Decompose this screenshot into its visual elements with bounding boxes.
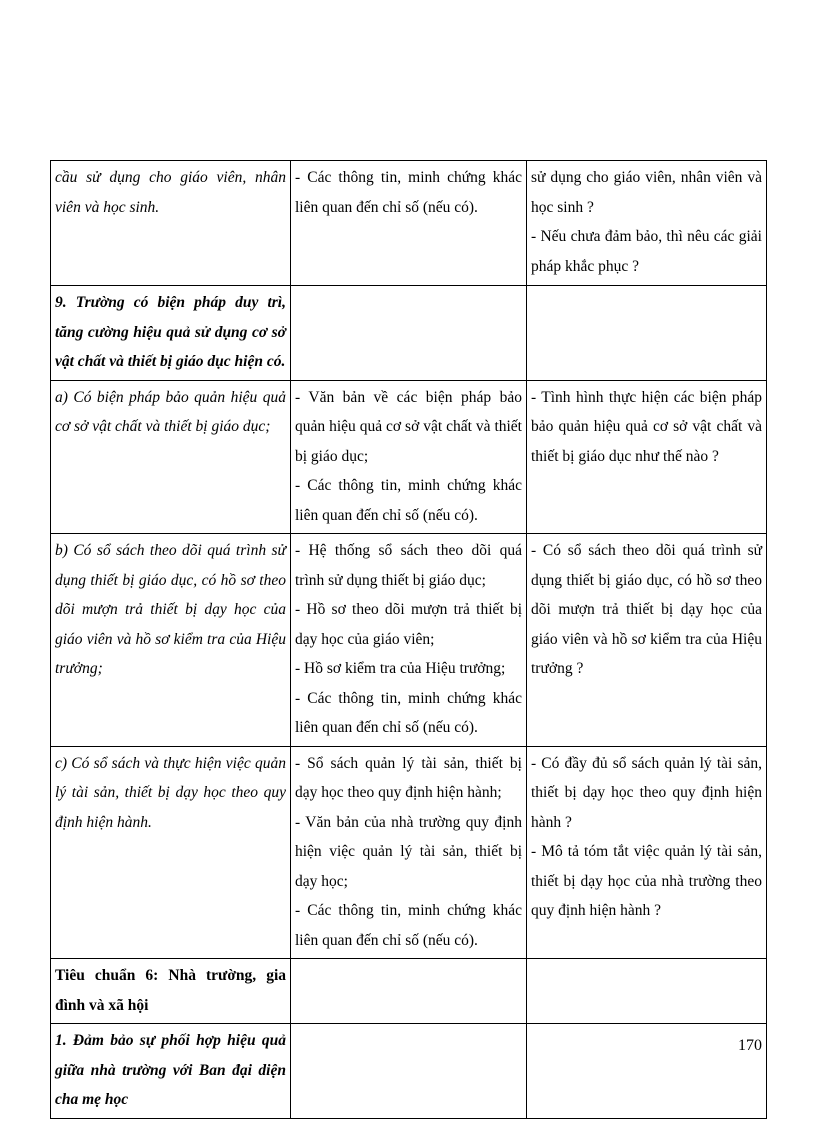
questions-cell (527, 746, 767, 959)
evidence-item: - Các thông tin, minh chứng khác liên quan đến chỉ số (nếu có). (295, 689, 522, 736)
questions-cell (527, 286, 767, 381)
questions-cell (527, 380, 767, 534)
criterion-cell (51, 380, 291, 534)
question-item: - Mô tả tóm tắt việc quản lý tài sản, thiết bị dạy học của nhà trường theo quy định hiện hành ? (531, 843, 762, 919)
table-row (51, 286, 767, 381)
table-row (51, 161, 767, 286)
questions-cell (527, 534, 767, 747)
standard-heading: Tiêu chuẩn 6: Nhà trường, gia đình và xã hội (55, 967, 286, 1014)
evidence-cell (291, 286, 527, 381)
evidence-item: - Hồ sơ theo dõi mượn trả thiết bị dạy học của giáo viên; (295, 601, 522, 648)
table-row (51, 534, 767, 747)
evidence-item: - Văn bản về các biện pháp bảo quản hiệu quả cơ sở vật chất và thiết bị giáo dục; (295, 388, 522, 465)
criterion-cell (51, 1024, 291, 1119)
questions-cell (527, 161, 767, 286)
questions-cell (527, 959, 767, 1024)
table-row (51, 746, 767, 959)
question-item: sử dụng cho giáo viên, nhân viên và học sinh ? (531, 169, 762, 216)
evidence-item: - Các thông tin, minh chứng khác liên quan đến chỉ số (nếu có). (295, 477, 522, 524)
evidence-cell (291, 380, 527, 534)
question-item: - Nếu chưa đảm bảo, thì nêu các giải pháp khắc phục ? (531, 228, 762, 275)
evidence-item: - Văn bản của nhà trường quy định hiện việc quản lý tài sản, thiết bị dạy học; (295, 813, 522, 890)
criterion-text: cầu sử dụng cho giáo viên, nhân viên và học sinh. (55, 169, 286, 216)
criterion-heading: 1. Đảm bảo sự phối hợp hiệu quả giữa nhà trường với Ban đại diện cha mẹ học (55, 1032, 286, 1108)
question-item: - Có đầy đủ sổ sách quản lý tài sản, thiết bị dạy học theo quy định hiện hành ? (531, 754, 762, 831)
criterion-heading: 9. Trường có biện pháp duy trì, tăng cường hiệu quả sử dụng cơ sở vật chất và thiết bị giáo dục hiện có. (55, 294, 286, 370)
criterion-text: b) Có sổ sách theo dõi quá trình sử dụng thiết bị giáo dục, có hồ sơ theo dõi mượn trả thiết bị dạy học của giáo viên và hồ sơ kiểm tra của Hiệu trưởng; (55, 542, 286, 677)
evidence-cell (291, 746, 527, 959)
criterion-text: a) Có biện pháp bảo quản hiệu quả cơ sở vật chất và thiết bị giáo dục; (55, 388, 286, 435)
question-item: - Có sổ sách theo dõi quá trình sử dụng thiết bị giáo dục, có hồ sơ theo dõi mượn trả thiết bị dạy học của giáo viên và hồ sơ kiểm tra của Hiệu trưởng ? (531, 542, 762, 677)
evidence-cell (291, 161, 527, 286)
evidence-item: - Hệ thống sổ sách theo dõi quá trình sử dụng thiết bị giáo dục; (295, 542, 522, 589)
table-row (51, 380, 767, 534)
criterion-text: c) Có sổ sách và thực hiện việc quản lý tài sản, thiết bị dạy học theo quy định hiện hành. (55, 754, 286, 831)
evidence-item: - Sổ sách quản lý tài sản, thiết bị dạy học theo quy định hiện hành; (295, 754, 522, 801)
criterion-cell (51, 286, 291, 381)
evidence-cell (291, 1024, 527, 1119)
evidence-item: - Các thông tin, minh chứng khác liên quan đến chỉ số (nếu có). (295, 169, 522, 216)
criterion-cell (51, 959, 291, 1024)
criterion-cell (51, 746, 291, 959)
criterion-cell (51, 534, 291, 747)
evidence-item: - Hồ sơ kiểm tra của Hiệu trưởng; (295, 660, 506, 677)
table-row (51, 1024, 767, 1119)
question-item: - Tình hình thực hiện các biện pháp bảo quản hiệu quả cơ sở vật chất và thiết bị giáo dục như thế nào ? (531, 388, 762, 465)
evidence-cell (291, 959, 527, 1024)
evidence-cell (291, 534, 527, 747)
table-row (51, 959, 767, 1024)
criteria-table (50, 160, 767, 1119)
page-number: 170 (738, 1037, 762, 1054)
questions-cell (527, 1024, 767, 1119)
evidence-item: - Các thông tin, minh chứng khác liên quan đến chỉ số (nếu có). (295, 902, 522, 949)
criterion-cell (51, 161, 291, 286)
